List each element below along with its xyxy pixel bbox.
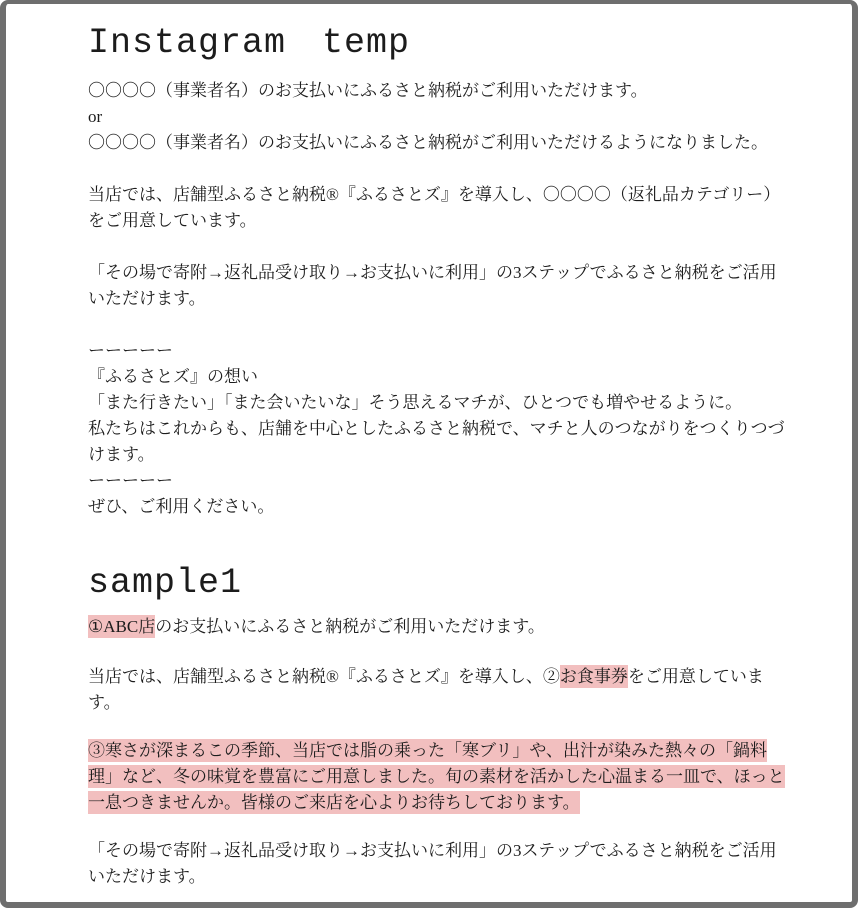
- philosophy-line-2: 私たちはこれからも、店舗を中心としたふるさと納税で、マチと人のつながりをつくりつづけます。: [88, 419, 785, 464]
- paragraph-availability: [88, 78, 788, 156]
- highlight-seasonal-text: ③寒さが深まるこの季節、当店では脂の乗った「寒ブリ」や、出汁が染みた熱々の「鍋料理」など、冬の味覚を豊富にご用意しました。旬の素材を活かした心温まる一皿で、ほっと一息つきませんか。皆様のご来店を心よりお待ちしております。: [88, 741, 785, 812]
- sample-intro-pre: 当店では、店舗型ふるさと納税®『ふるさとズ』を導入し、②: [88, 667, 560, 686]
- availability-line-1: 〇〇〇〇（事業者名）のお支払いにふるさと納税がご利用いただけます。: [88, 81, 648, 100]
- sample-section-title: sample1: [88, 563, 243, 603]
- paragraph-seasonal: [88, 738, 788, 816]
- document-page: [6, 4, 852, 890]
- paragraph-sample-steps: 「その場で寄附→返礼品受け取り→お支払いに利用」の3ステップでふるさと納税をご活用いただけます。: [88, 841, 777, 886]
- paragraph-sample-availability: [88, 614, 788, 640]
- highlight-meal-voucher: お食事券: [559, 667, 628, 686]
- paragraph-intro: 当店では、店舗型ふるさと納税®『ふるさとズ』を導入し、〇〇〇〇（返礼品カテゴリー）をご用意しています。: [88, 185, 781, 230]
- philosophy-title: 『ふるさとズ』の想い: [88, 367, 258, 386]
- closing-line: ぜひ、ご利用ください。: [88, 497, 275, 516]
- philosophy-block: [88, 338, 788, 520]
- highlight-store-name: ①ABC店: [88, 617, 156, 636]
- divider-line: ーーーーー: [88, 341, 173, 360]
- availability-line-2: 〇〇〇〇（事業者名）のお支払いにふるさと納税がご利用いただけるようになりました。: [88, 133, 768, 152]
- template-section-title: Instagram temp: [88, 23, 411, 63]
- divider-line: ーーーーー: [88, 471, 173, 490]
- sample-availability-text: のお支払いにふるさと納税がご利用いただけます。: [155, 617, 545, 636]
- paragraph-sample-intro: [88, 664, 788, 716]
- sample-intro-post: をご用意しています。: [88, 667, 764, 712]
- paragraph-steps: 「その場で寄附→返礼品受け取り→お支払いに利用」の3ステップでふるさと納税をご活用いただけます。: [88, 263, 777, 308]
- philosophy-line-1: 「また行きたい」「また会いたいな」そう思えるマチが、ひとつでも増やせるように。: [88, 393, 743, 412]
- availability-or: or: [88, 107, 103, 126]
